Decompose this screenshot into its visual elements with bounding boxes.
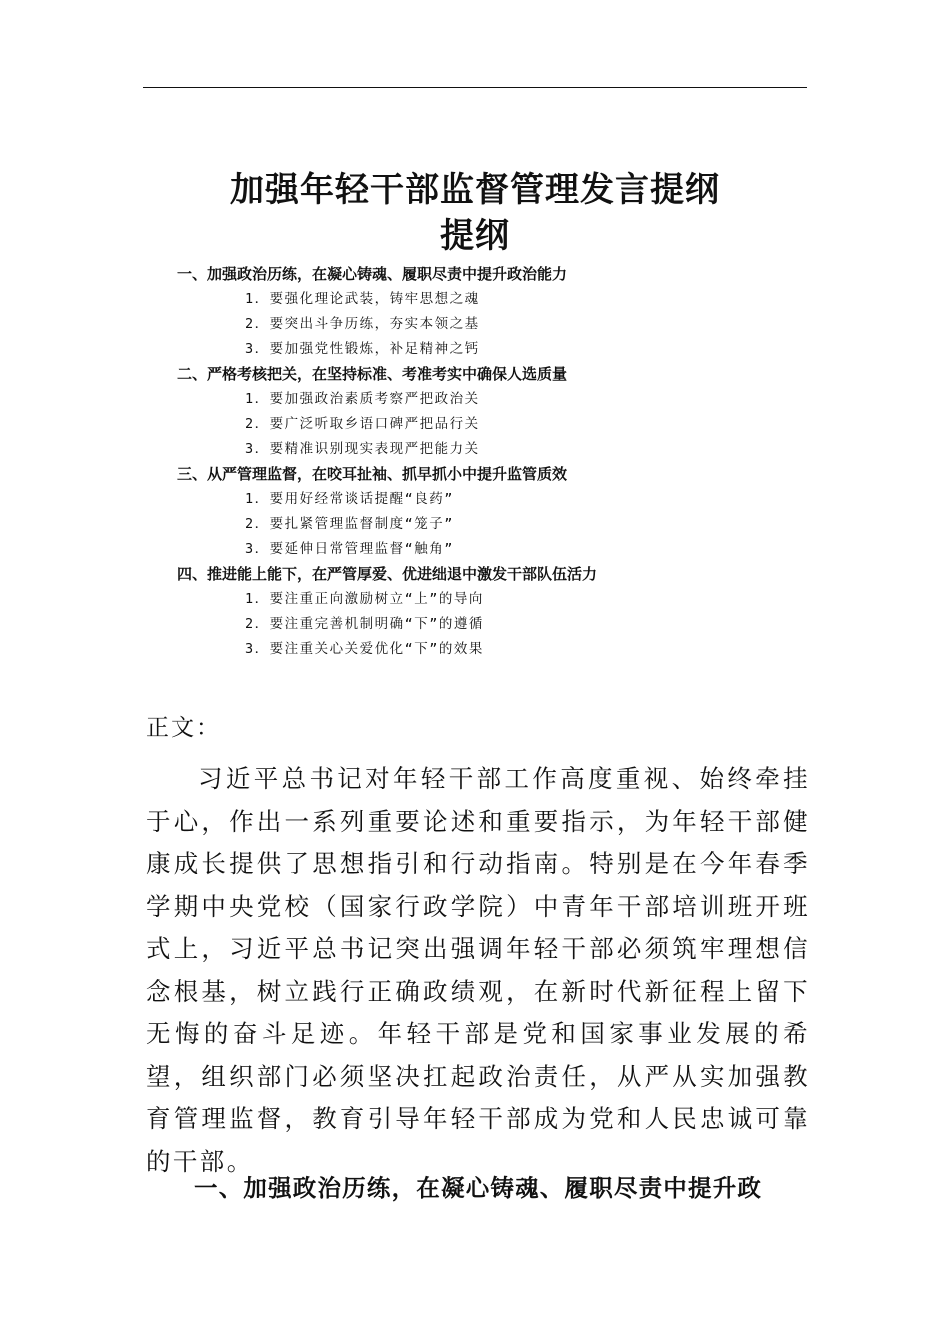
outline-point: 2．要广泛听取乡语口碑严把品行关 bbox=[245, 416, 480, 432]
outline-point: 1．要注重正向激励树立“上”的导向 bbox=[245, 591, 484, 607]
header-rule bbox=[143, 87, 807, 88]
outline-section-2 bbox=[0, 362, 950, 462]
body-paragraph: 习近平总书记对年轻干部工作高度重视、始终牵挂于心，作出一系列重要论述和重要指示，为年轻干部健康成长提供了思想指引和行动指南。特别是在今年春季学期中央党校（国家行政学院）中青年干部培训班开班式上，习近平总书记突出强调年轻干部必须筑牢理想信念根基，树立践行正确政绩观，在新时代新征程上留下无悔的奋斗足迹。年轻干部是党和国家事业发展的希望，组织部门必须坚决扛起政治责任，从严从实加强教育管理监督，教育引导年轻干部成为党和人民忠诚可靠的干部。 bbox=[146, 764, 810, 1176]
body-section-heading: 一、加强政治历练，在凝心铸魂、履职尽责中提升政 bbox=[194, 1174, 763, 1202]
outline-point: 3．要延伸日常管理监督“触角” bbox=[245, 541, 454, 557]
outline-heading-3: 三、从严管理监督，在咬耳扯袖、抓早抓小中提升监管质效 bbox=[177, 465, 568, 483]
outline-section-1 bbox=[0, 262, 950, 362]
document-subtitle: 提纲 bbox=[440, 216, 510, 256]
outline bbox=[0, 262, 950, 662]
outline-point: 1．要强化理论武装，铸牢思想之魂 bbox=[245, 291, 480, 307]
outline-point: 2．要注重完善机制明确“下”的遵循 bbox=[245, 616, 484, 632]
outline-section-4 bbox=[0, 562, 950, 662]
outline-point: 3．要精准识别现实表现严把能力关 bbox=[245, 441, 480, 457]
document-title: 加强年轻干部监督管理发言提纲 bbox=[230, 170, 720, 210]
outline-heading-1: 一、加强政治历练，在凝心铸魂、履职尽责中提升政治能力 bbox=[177, 265, 568, 283]
outline-point: 1．要加强政治素质考察严把政治关 bbox=[245, 391, 480, 407]
outline-point: 3．要加强党性锻炼，补足精神之钙 bbox=[245, 341, 480, 357]
outline-section-3 bbox=[0, 462, 950, 562]
outline-heading-2: 二、严格考核把关，在坚持标准、考准考实中确保人选质量 bbox=[177, 365, 568, 383]
body-label: 正文： bbox=[146, 715, 221, 741]
outline-point: 1．要用好经常谈话提醒“良药” bbox=[245, 491, 454, 507]
outline-point: 3．要注重关心关爱优化“下”的效果 bbox=[245, 641, 484, 657]
outline-point: 2．要突出斗争历练，夯实本领之基 bbox=[245, 316, 480, 332]
outline-point: 2．要扎紧管理监督制度“笼子” bbox=[245, 516, 454, 532]
outline-heading-4: 四、推进能上能下，在严管厚爱、优进绌退中激发干部队伍活力 bbox=[177, 565, 598, 583]
